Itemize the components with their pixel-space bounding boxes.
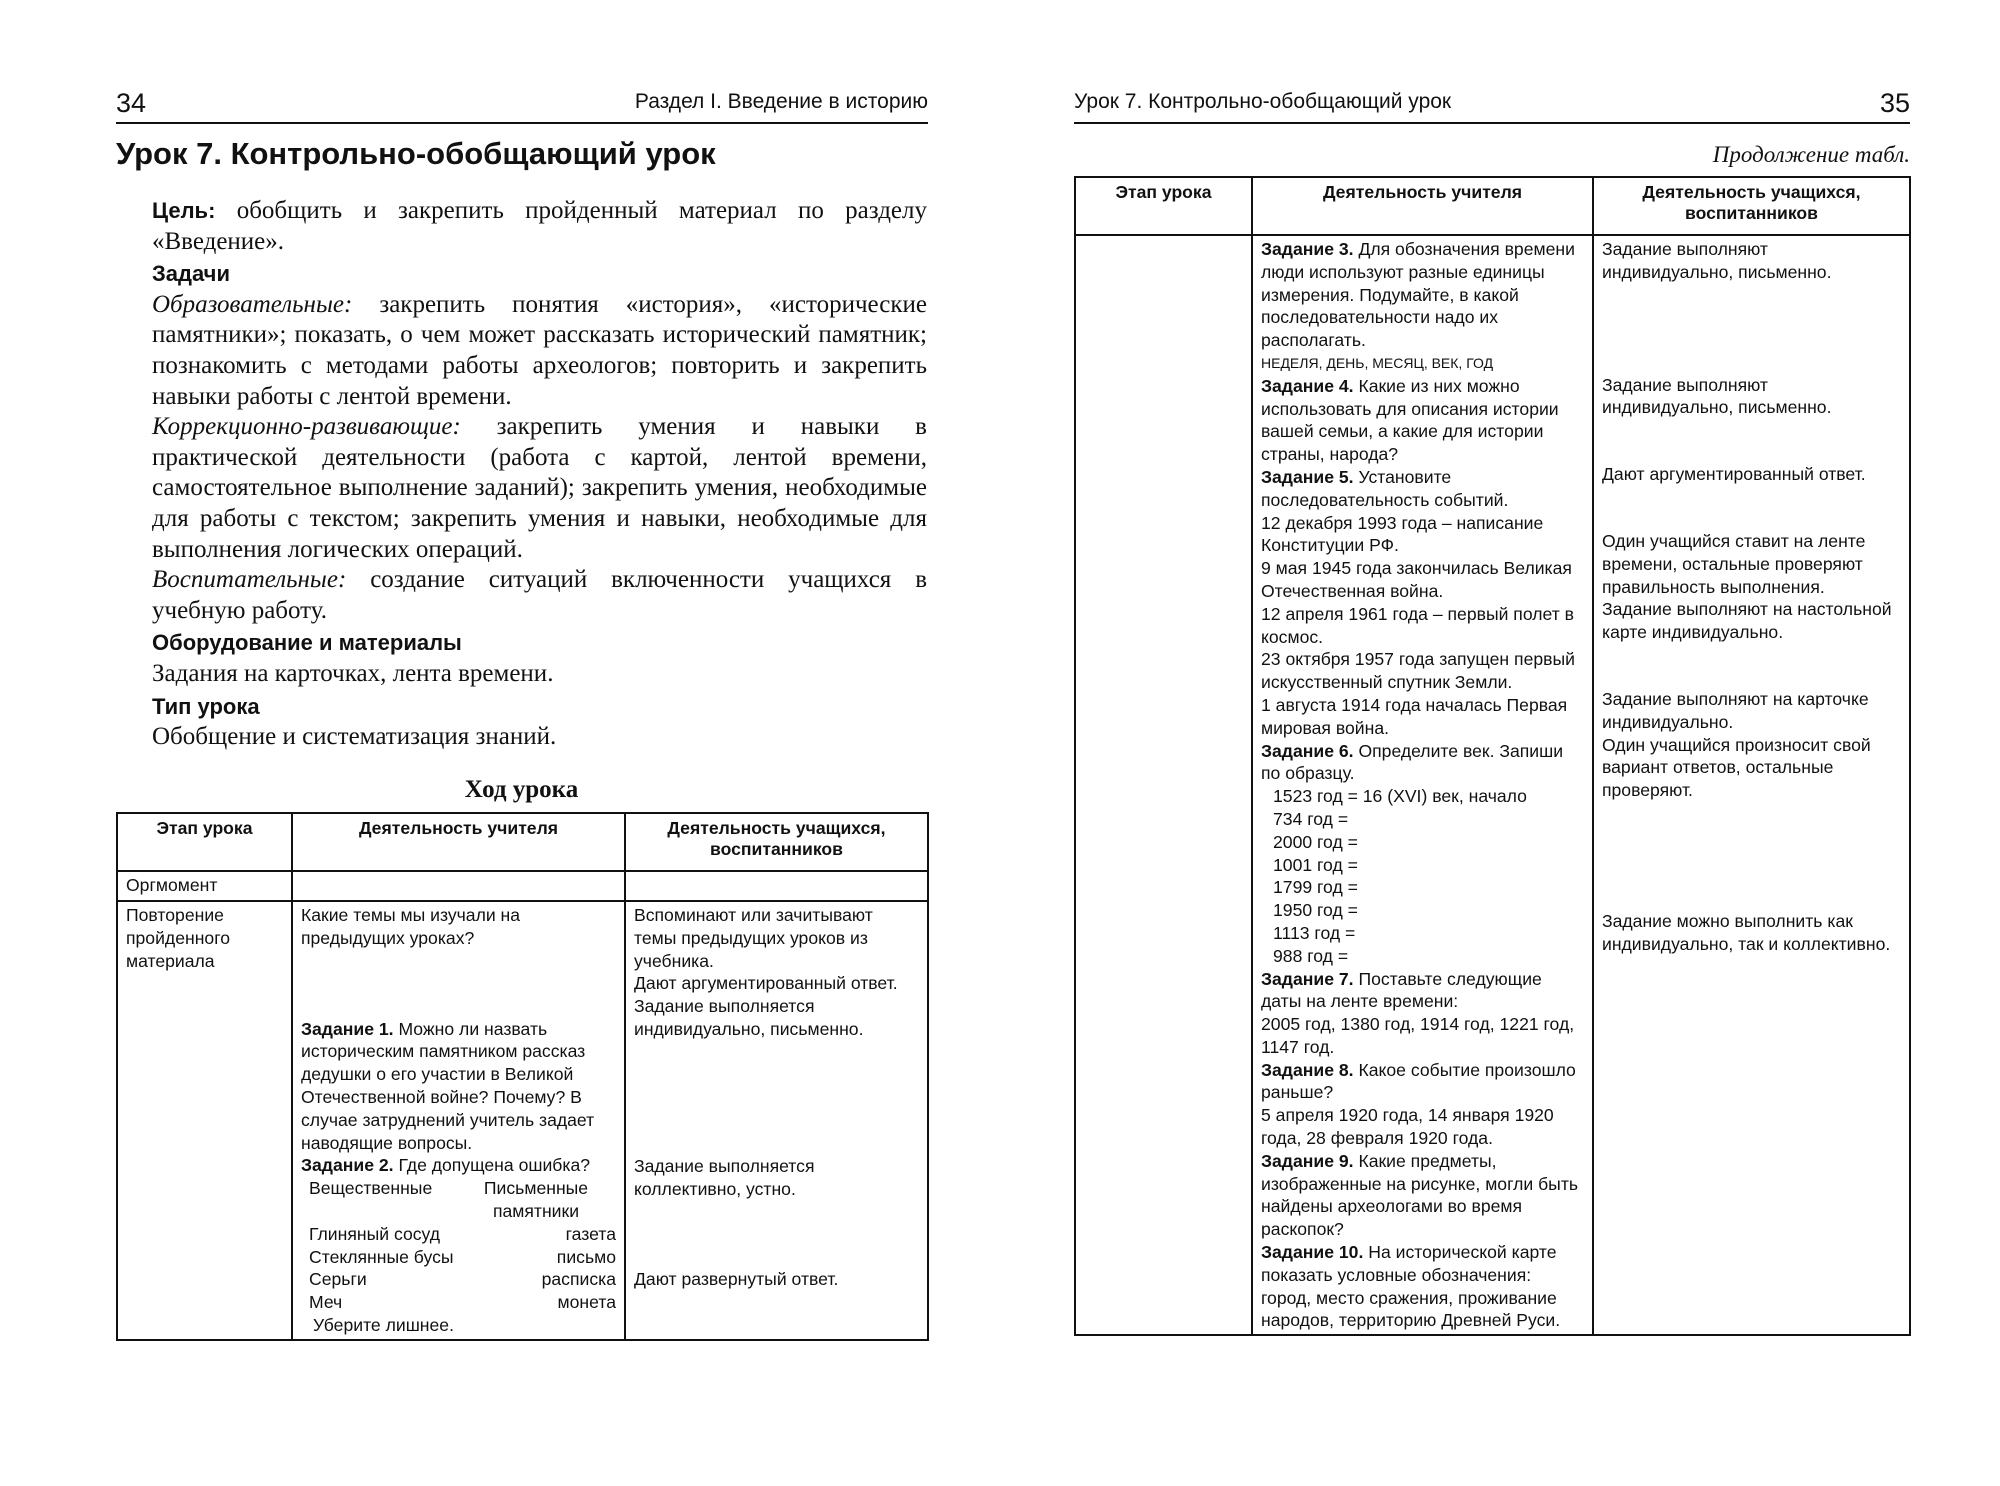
table-row (117, 871, 928, 901)
task-7-text: Поставьте следующие даты на ленте времени: (1261, 968, 1542, 1012)
year-item: 1113 год = (1273, 922, 1356, 943)
monuments-header (301, 1177, 616, 1223)
teacher-question: Какие темы мы изучали на предыдущих уроках? (301, 905, 521, 948)
task-4 (1261, 375, 1584, 466)
vosp-label: Воспитательные: (152, 566, 347, 594)
page-number-left: 34 (116, 88, 147, 118)
task-10-text: На исторической карте показать условные обозначения: город, место сражения, проживание народов, территорию Древней Руси. (1261, 1242, 1561, 1331)
edu-text: закрепить понятия «история», «исторические памятники»; показать, о чем может рассказать исторический памятник; познакомить с методами работы археологов; повторить и закрепить навыки работы с лентой времени. (152, 290, 927, 410)
task-4-label: Задание 4. (1261, 375, 1354, 396)
task-2-text: Где допущена ошибка? (393, 1155, 591, 1176)
task-1-text: Можно ли назвать историческим памятником рассказ дедушки о его участии в Великой Отечественной войне? Почему? В случае затруднений учитель задает наводящие вопросы. (301, 1018, 595, 1153)
type-text: Обобщение и систематизация знаний. (152, 723, 557, 751)
running-head-right: Урок 7. Контрольно-обобщающий урок (1074, 90, 1452, 113)
task-1 (301, 1018, 616, 1155)
year-item: 1950 год = (1273, 900, 1358, 921)
student-answer-4: Задание выполняется коллективно, устно. (634, 1155, 815, 1199)
edu-label: Образовательные: (152, 290, 353, 318)
lesson-table-left (116, 812, 929, 1341)
page-number-right: 35 (1879, 88, 1910, 118)
task-9-text: Какие предметы, изображенные на рисунке, могли быть найдены археологами во время раскопок? (1261, 1150, 1579, 1240)
year-item: 1001 год = (1273, 854, 1358, 875)
table-row (117, 901, 928, 1340)
header-students: Деятельность учащихся, воспитанников (625, 813, 928, 871)
task-3-label: Задание 3. (1261, 239, 1354, 259)
header-students: Деятельность учащихся, воспитанников (1593, 177, 1910, 235)
material-col-head: Вещественные (309, 1178, 433, 1199)
task-7 (1261, 968, 1584, 1014)
empty-cell (292, 871, 625, 901)
student-activity-cell (1593, 235, 1910, 1335)
teacher-activity-cell (292, 901, 625, 1340)
header-stage: Этап урока (117, 813, 292, 871)
student-answer: Задание можно выполнить как индивидуально, так и коллективно. (1602, 910, 1891, 954)
task-5-text: Установите последовательность событий. (1261, 466, 1509, 510)
vosp-paragraph (152, 565, 927, 626)
year-item: 1799 год = (1273, 877, 1358, 898)
pair-left: Серьги (309, 1269, 367, 1290)
pair-right: газета (565, 1223, 616, 1244)
student-answer: Дают аргументированный ответ. (1602, 464, 1866, 485)
header-teacher: Деятельность учителя (1252, 177, 1593, 235)
tasks-heading: Задачи (152, 261, 230, 287)
empty-stage-cell (1075, 235, 1252, 1335)
header-rule-left (116, 122, 928, 124)
task-6-text: Определите век. Запиши по образцу. (1261, 740, 1564, 784)
pair-row (301, 1246, 616, 1269)
task-7-dates: 2005 год, 1380 год, 1914 год, 1221 год, 1147 год. (1261, 1014, 1575, 1057)
task-5 (1261, 466, 1584, 512)
task-2 (301, 1154, 616, 1177)
pair-row (301, 1291, 616, 1314)
right-page (1000, 0, 2000, 1486)
task-8-text: Какое событие произошло раньше? (1261, 1059, 1576, 1103)
lesson-body (152, 196, 927, 753)
task-3-text: Для обозначения времени люди используют разные единицы измерения. Подумайте, в какой последовательности надо их располагать. (1261, 239, 1575, 351)
header-rule-right (1074, 122, 1910, 124)
pair-row (301, 1223, 616, 1246)
event-item: 12 декабря 1993 года – написание Конституции РФ. (1261, 512, 1544, 556)
equip-text: Задания на карточках, лента времени. (152, 659, 554, 687)
pair-left: Стеклянные бусы (309, 1246, 454, 1267)
year-item: 734 год = (1273, 808, 1349, 829)
course-heading: Ход урока (464, 776, 579, 803)
table-continuation: Продолжение табл. (1712, 142, 1910, 167)
table-row (1075, 235, 1910, 1335)
empty-cell (625, 871, 928, 901)
student-answer: Задание выполняют на карточке индивидуально. (1602, 688, 1869, 732)
event-item: 9 мая 1945 года закончилась Великая Отечественная война. (1261, 558, 1572, 601)
task-6-label: Задание 6. (1261, 740, 1354, 761)
task-3-units: НЕДЕЛЯ, ДЕНЬ, МЕСЯЦ, ВЕК, ГОД (1261, 354, 1494, 371)
student-answer: Один учащийся ставит на ленте времени, остальные проверяют правильность выполнения. (1602, 530, 1866, 597)
task-8 (1261, 1059, 1584, 1105)
event-item: 23 октября 1957 года запущен первый искусственный спутник Земли. (1261, 649, 1575, 693)
pair-row (301, 1268, 616, 1291)
student-answer: Задание выполняют индивидуально, письменно. (1602, 239, 1832, 282)
year-item: 2000 год = (1273, 831, 1358, 852)
student-activity-cell (625, 901, 928, 1340)
task-9 (1261, 1150, 1584, 1241)
task-8-dates: 5 апреля 1920 года, 14 января 1920 года, 28 февраля 1920 года. (1261, 1105, 1554, 1149)
task-8-label: Задание 8. (1261, 1059, 1354, 1080)
table-header-row (1075, 177, 1910, 235)
year-item: 988 год = (1273, 945, 1349, 966)
goal-paragraph (152, 196, 927, 257)
corr-paragraph (152, 412, 927, 565)
corr-text: закрепить умения и навыки в практической деятельности (работа с картой, лентой времени, самостоятельное выполнение заданий); закрепить умения, необходимые для работы с текстом; закрепить умения и навыки, необходимые для выполнения логических операций. (152, 413, 927, 563)
goal-label: Цель: (152, 198, 216, 223)
corr-label: Коррекционно-развивающие: (152, 413, 461, 441)
task-7-label: Задание 7. (1261, 968, 1354, 989)
pair-right: монета (557, 1292, 616, 1313)
remove-extra: Уберите лишнее. (313, 1314, 454, 1335)
pair-right: письмо (556, 1246, 616, 1267)
student-answer: Задание выполняют индивидуально, письменно. (1602, 374, 1832, 418)
task-5-label: Задание 5. (1261, 466, 1354, 487)
vosp-text: создание ситуаций включенности учащихся в учебную работу. (152, 566, 927, 624)
written-col-head: Письменные памятники (483, 1178, 589, 1221)
task-10 (1261, 1241, 1584, 1332)
event-item: 12 апреля 1961 года – первый полет в космос. (1261, 603, 1574, 647)
lesson-table-right (1074, 176, 1911, 1336)
stage-orgmoment: Оргмомент (117, 871, 292, 901)
lesson-title: Урок 7. Контрольно-обобщающий урок (116, 136, 716, 171)
pair-left: Меч (309, 1292, 343, 1313)
task-2-label: Задание 2. (301, 1155, 394, 1176)
student-answer-5: Дают развернутый ответ. (634, 1269, 839, 1290)
running-head-left: Раздел I. Введение в историю (634, 90, 928, 113)
task-4-text: Какие из них можно использовать для описания истории вашей семьи, а какие для истории страны, народа? (1261, 375, 1559, 465)
student-answer: Задание выполняют на настольной карте индивидуально. (1602, 599, 1892, 643)
equip-heading: Оборудование и материалы (152, 630, 462, 656)
event-item: 1 августа 1914 года началась Первая мировая война. (1261, 694, 1568, 738)
pair-right: расписка (541, 1269, 616, 1290)
task-9-label: Задание 9. (1261, 1150, 1354, 1171)
task-1-label: Задание 1. (301, 1018, 394, 1039)
table-header-row (117, 813, 928, 871)
task-6 (1261, 740, 1584, 786)
edu-paragraph (152, 290, 927, 412)
pair-left: Глиняный сосуд (309, 1223, 441, 1244)
type-heading: Тип урока (152, 693, 260, 719)
student-answer-2: Дают аргументированный ответ. (634, 973, 898, 994)
year-item: 1523 год = 16 (XVI) век, начало (1273, 786, 1527, 807)
task-10-label: Задание 10. (1261, 1242, 1364, 1263)
student-answer-3: Задание выполняется индивидуально, письменно. (634, 996, 864, 1039)
teacher-activity-cell (1252, 235, 1593, 1335)
goal-text: обобщить и закрепить пройденный материал по разделу «Введение». (152, 197, 927, 255)
student-answer: Один учащийся произносит свой вариант ответов, остальные проверяют. (1602, 734, 1871, 801)
task-3 (1261, 238, 1584, 352)
header-teacher: Деятельность учителя (292, 813, 625, 871)
student-answer-1: Вспоминают или зачитывают темы предыдущих уроков из учебника. (634, 905, 873, 971)
header-stage: Этап урока (1075, 177, 1252, 235)
stage-repetition: Повторение пройденного материала (117, 901, 292, 1340)
